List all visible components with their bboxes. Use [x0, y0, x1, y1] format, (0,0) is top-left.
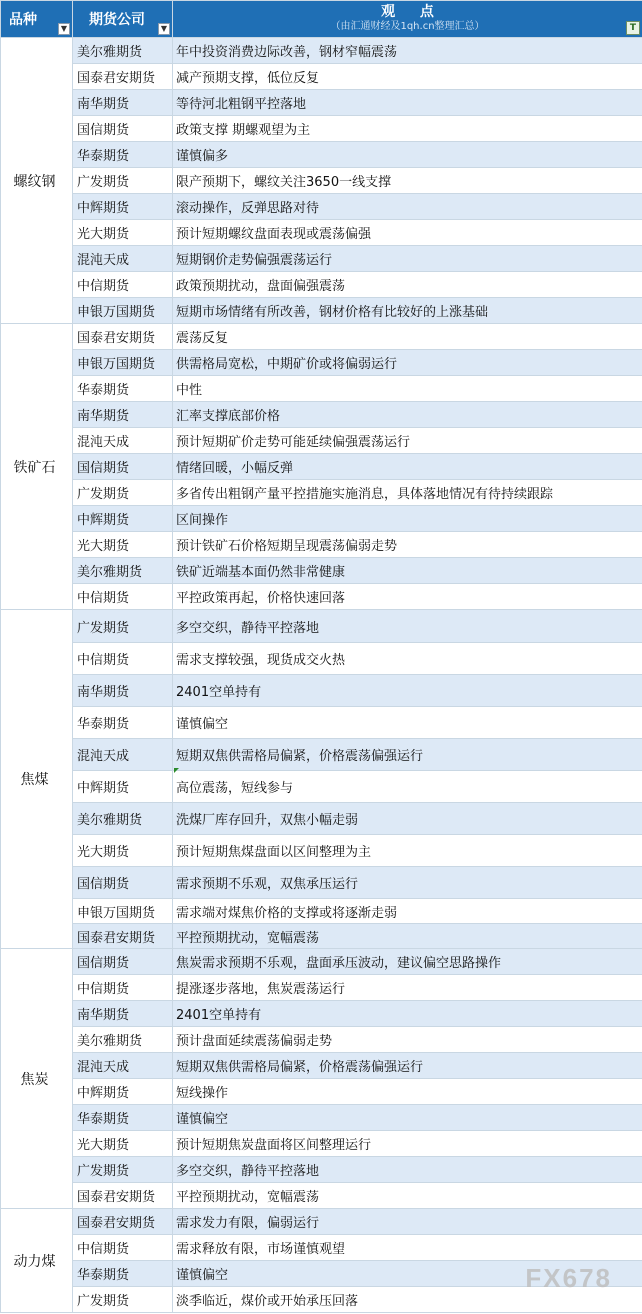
company-cell: 光大期货: [73, 1131, 173, 1157]
company-cell: 中辉期货: [73, 194, 173, 220]
table-row: [1, 584, 642, 610]
view-cell: 等待河北粗钢平控落地: [173, 90, 642, 116]
view-cell: 多省传出粗钢产量平控措施实施消息，具体落地情况有待持续跟踪: [173, 480, 642, 506]
company-cell: 混沌天成: [73, 246, 173, 272]
table-row: [1, 272, 642, 298]
view-cell: 高位震荡，短线参与: [173, 771, 642, 803]
table-row: [1, 707, 642, 739]
view-cell: 短线操作: [173, 1079, 642, 1105]
view-cell: 情绪回暖，小幅反弹: [173, 454, 642, 480]
view-cell: 年中投资消费边际改善，钢材窄幅震荡: [173, 38, 642, 64]
table-row: [1, 1183, 642, 1209]
view-cell: 预计短期螺纹盘面表现或震荡偏强: [173, 220, 642, 246]
company-cell: 美尔雅期货: [73, 803, 173, 835]
chevron-down-icon[interactable]: ▼: [158, 23, 170, 35]
table-row: [1, 803, 642, 835]
view-cell: 谨慎偏空: [173, 1105, 642, 1131]
table-row: [1, 428, 642, 454]
table-row: [1, 402, 642, 428]
view-cell: 多空交织，静待平控落地: [173, 1157, 642, 1183]
table-row: [1, 1079, 642, 1105]
text-filter-icon[interactable]: T: [626, 21, 640, 35]
view-cell: 平控预期扰动，宽幅震荡: [173, 1183, 642, 1209]
view-cell: 汇率支撑底部价格: [173, 402, 642, 428]
table-row: [1, 220, 642, 246]
table-row: [1, 558, 642, 584]
header-variety-label: 品种: [9, 12, 37, 28]
view-cell: 需求预期不乐观，双焦承压运行: [173, 867, 642, 899]
company-cell: 国信期货: [73, 116, 173, 142]
company-cell: 混沌天成: [73, 428, 173, 454]
table-row: [1, 64, 642, 90]
company-cell: 光大期货: [73, 220, 173, 246]
header-view-subtitle: （由汇通财经及1qh.cn整理汇总）: [330, 21, 485, 32]
table-row: [1, 643, 642, 675]
table-row: [1, 376, 642, 402]
watermark: FX678: [525, 1263, 612, 1293]
view-cell: 洗煤厂库存回升，双焦小幅走弱: [173, 803, 642, 835]
variety-cell: 螺纹钢: [1, 38, 73, 324]
view-cell: 短期双焦供需格局偏紧，价格震荡偏强运行: [173, 739, 642, 771]
company-cell: 美尔雅期货: [73, 1027, 173, 1053]
table-row: [1, 1001, 642, 1027]
variety-cell: 焦炭: [1, 949, 73, 1209]
company-cell: 华泰期货: [73, 1261, 173, 1287]
company-cell: 广发期货: [73, 1157, 173, 1183]
company-cell: 广发期货: [73, 1287, 173, 1313]
view-cell: 减产预期支撑，低位反复: [173, 64, 642, 90]
table-row: [1, 835, 642, 867]
header-view-label: 观 点: [381, 4, 444, 20]
view-cell: 2401空单持有: [173, 1001, 642, 1027]
view-cell: 预计铁矿石价格短期呈现震荡偏弱走势: [173, 532, 642, 558]
view-cell: 预计短期焦炭盘面将区间整理运行: [173, 1131, 642, 1157]
table-row: [1, 975, 642, 1001]
view-cell: 多空交织，静待平控落地: [173, 610, 642, 643]
table-row: [1, 480, 642, 506]
view-cell: 谨慎偏多: [173, 142, 642, 168]
company-cell: 华泰期货: [73, 707, 173, 739]
company-cell: 光大期货: [73, 835, 173, 867]
table-row: [1, 454, 642, 480]
company-cell: 国信期货: [73, 867, 173, 899]
company-cell: 国泰君安期货: [73, 1209, 173, 1235]
table-row: [1, 168, 642, 194]
header-view[interactable]: [173, 1, 642, 38]
table-row: [1, 771, 642, 803]
view-cell: 短期市场情绪有所改善，钢材价格有比较好的上涨基础: [173, 298, 642, 324]
company-cell: 光大期货: [73, 532, 173, 558]
table-row: [1, 1027, 642, 1053]
view-cell: 谨慎偏空: [173, 707, 642, 739]
view-cell: 政策支撑 期螺观望为主: [173, 116, 642, 142]
view-cell: 滚动操作，反弹思路对待: [173, 194, 642, 220]
view-cell: 震荡反复: [173, 324, 642, 350]
company-cell: 南华期货: [73, 90, 173, 116]
company-cell: 申银万国期货: [73, 298, 173, 324]
view-cell: 中性: [173, 376, 642, 402]
table-row: [1, 675, 642, 707]
table-row: [1, 1053, 642, 1079]
table-row: [1, 350, 642, 376]
view-cell: 需求端对煤焦价格的支撑或将逐渐走弱: [173, 899, 642, 924]
view-cell: 区间操作: [173, 506, 642, 532]
company-cell: 中辉期货: [73, 506, 173, 532]
table-row: [1, 1131, 642, 1157]
company-cell: 国泰君安期货: [73, 924, 173, 949]
table-row: [1, 1105, 642, 1131]
table-row: [1, 194, 642, 220]
company-cell: 申银万国期货: [73, 350, 173, 376]
company-cell: 国信期货: [73, 949, 173, 975]
variety-cell: 铁矿石: [1, 324, 73, 610]
table-row: [1, 38, 642, 64]
table-row: [1, 532, 642, 558]
company-cell: 广发期货: [73, 168, 173, 194]
view-cell: 限产预期下，螺纹关注3650一线支撑: [173, 168, 642, 194]
view-cell: 预计短期矿价走势可能延续偏强震荡运行: [173, 428, 642, 454]
company-cell: 华泰期货: [73, 1105, 173, 1131]
view-cell: 需求支撑较强，现货成交火热: [173, 643, 642, 675]
company-cell: 美尔雅期货: [73, 38, 173, 64]
table-row: [1, 1209, 642, 1235]
company-cell: 美尔雅期货: [73, 558, 173, 584]
table-row: [1, 1235, 642, 1261]
company-cell: 国泰君安期货: [73, 64, 173, 90]
view-cell: 供需格局宽松，中期矿价或将偏弱运行: [173, 350, 642, 376]
table-row: [1, 90, 642, 116]
company-cell: 混沌天成: [73, 739, 173, 771]
view-cell: 平控政策再起，价格快速回落: [173, 584, 642, 610]
table-row: [1, 867, 642, 899]
table-row: [1, 116, 642, 142]
variety-cell: 焦煤: [1, 610, 73, 949]
view-cell: 政策预期扰动，盘面偏强震荡: [173, 272, 642, 298]
view-cell: 谨慎偏空: [173, 1261, 642, 1287]
table-row: [1, 246, 642, 272]
company-cell: 国泰君安期货: [73, 324, 173, 350]
company-cell: 混沌天成: [73, 1053, 173, 1079]
view-cell: 焦炭需求预期不乐观，盘面承压波动，建议偏空思路操作: [173, 949, 642, 975]
view-cell: 预计短期焦煤盘面以区间整理为主: [173, 835, 642, 867]
company-cell: 中信期货: [73, 584, 173, 610]
company-cell: 中信期货: [73, 643, 173, 675]
chevron-down-icon[interactable]: ▼: [58, 23, 70, 35]
view-cell: 铁矿近端基本面仍然非常健康: [173, 558, 642, 584]
table-row: [1, 924, 642, 949]
company-cell: 中信期货: [73, 1235, 173, 1261]
company-cell: 中辉期货: [73, 1079, 173, 1105]
company-cell: 中信期货: [73, 975, 173, 1001]
company-cell: 华泰期货: [73, 142, 173, 168]
table-row: [1, 739, 642, 771]
cell-comment-marker-icon: [174, 768, 179, 773]
company-cell: 中信期货: [73, 272, 173, 298]
company-cell: 中辉期货: [73, 771, 173, 803]
company-cell: 申银万国期货: [73, 899, 173, 924]
company-cell: 南华期货: [73, 1001, 173, 1027]
view-cell: 需求发力有限，偏弱运行: [173, 1209, 642, 1235]
header-company-label: 期货公司: [89, 12, 145, 28]
header-company[interactable]: [73, 1, 173, 38]
view-cell: 平控预期扰动，宽幅震荡: [173, 924, 642, 949]
view-cell: 预计盘面延续震荡偏弱走势: [173, 1027, 642, 1053]
company-cell: 国信期货: [73, 454, 173, 480]
table-row: [1, 324, 642, 350]
table-row: [1, 1157, 642, 1183]
table-row: [1, 899, 642, 924]
view-cell: 淡季临近，煤价或开始承压回落: [173, 1287, 642, 1313]
company-cell: 广发期货: [73, 610, 173, 643]
view-cell: 提涨逐步落地，焦炭震荡运行: [173, 975, 642, 1001]
view-cell: 短期钢价走势偏强震荡运行: [173, 246, 642, 272]
view-cell: 短期双焦供需格局偏紧，价格震荡偏强运行: [173, 1053, 642, 1079]
view-cell: 需求释放有限，市场谨慎观望: [173, 1235, 642, 1261]
variety-cell: 动力煤: [1, 1209, 73, 1313]
company-cell: 华泰期货: [73, 376, 173, 402]
table-row: [1, 949, 642, 975]
company-cell: 广发期货: [73, 480, 173, 506]
table-row: [1, 142, 642, 168]
table-row: [1, 610, 642, 643]
header-row: [1, 1, 642, 38]
view-cell: 2401空单持有: [173, 675, 642, 707]
table-row: [1, 506, 642, 532]
company-cell: 南华期货: [73, 402, 173, 428]
table-row: [1, 298, 642, 324]
company-cell: 南华期货: [73, 675, 173, 707]
company-cell: 国泰君安期货: [73, 1183, 173, 1209]
header-variety[interactable]: [1, 1, 73, 38]
